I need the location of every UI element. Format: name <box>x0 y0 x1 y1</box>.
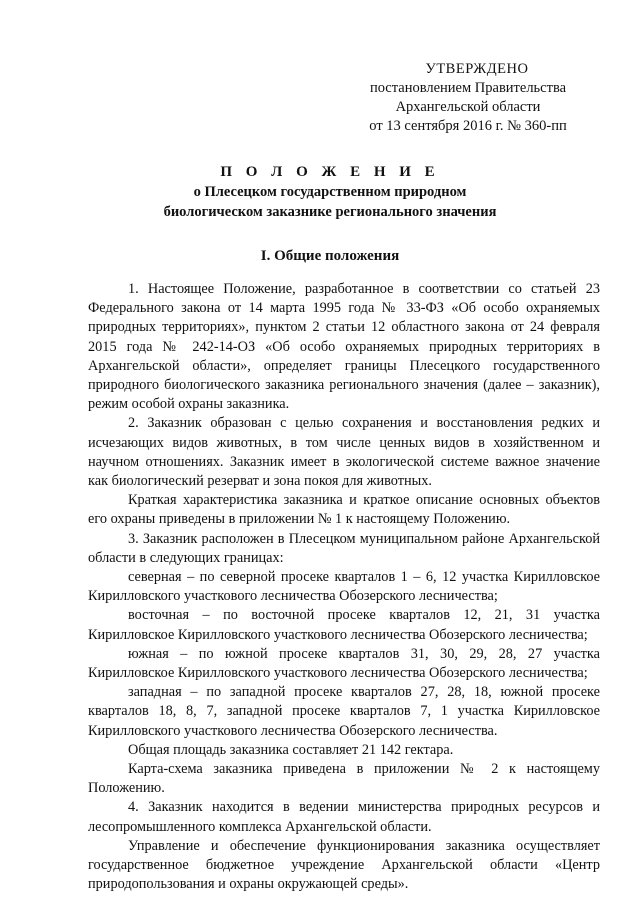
paragraph: 3. Заказник расположен в Плесецком муниципальном районе Архангельской области в следующих границах: <box>88 530 600 566</box>
document-title-block <box>60 162 600 222</box>
paragraph: 2. Заказник образован с целью сохранения и восстановления редких и исчезающих видов животных, в том числе ценных видов в хозяйственном и научном отношениях. Заказник имеет в экологической системе важное значение как биологический резерват и зона покоя для животных. <box>88 415 600 490</box>
approval-stamp <box>348 60 588 136</box>
section-heading: I. Общие положения <box>260 248 400 264</box>
paragraph: Карта-схема заказника приведена в приложении № 2 к настоящему Положению. <box>88 761 600 797</box>
paragraph: 4. Заказник находится в ведении министерства природных ресурсов и лесопромышленного комплекса Архангельской области. <box>88 799 600 835</box>
paragraph: северная – по северной просеке кварталов 1 – 6, 12 участка Кирилловское Кирилловского участкового лесничества Обозерского лесничества; <box>88 569 600 605</box>
approval-date: от 13 сентября 2016 г. № 360-пп <box>369 118 567 134</box>
paragraph: 1. Настоящее Положение, разработанное в соответствии со статьей 23 Федерального закона от 14 марта 1995 года № 33-ФЗ «Об особо охраняемых природных территориях», пунктом 2 статьи 12 областного закона от 24 февраля 2015 года № 242-14-ОЗ «Об особо охраняемых природных территориях в Архангельской области», определяет границы Плесецкого государственного природного биологического заказника регионального значения (далее – заказник), режим особой охраны заказника. <box>88 281 600 413</box>
document-subtitle: биологическом заказнике регионального значения <box>163 204 497 220</box>
paragraph: западная – по западной просеке кварталов 27, 28, 18, южной просеке кварталов 18, 8, 7, западной просеке кварталов 7, 1 участка Кирилловское Кирилловского участкового лесничества Обозерского лесничества. <box>88 684 600 739</box>
paragraph: Общая площадь заказника составляет 21 142 гектара. <box>128 741 454 758</box>
paragraph: Краткая характеристика заказника и краткое описание основных объектов его охраны приведены в приложении № 1 к настоящему Положению. <box>88 492 600 528</box>
approval-line: постановлением Правительства <box>369 80 567 96</box>
approval-line: Архангельской области <box>395 99 541 115</box>
document-title: П О Л О Ж Е Н И Е <box>220 164 440 180</box>
paragraph: Управление и обеспечение функционирования заказника осуществляет государственное бюджетное учреждение Архангельской области «Центр природопользования и охраны окружающей среды». <box>88 837 600 893</box>
approval-title: УТВЕРЖДЕНО <box>425 61 529 77</box>
paragraph: южная – по южной просеке кварталов 31, 30, 29, 28, 27 участка Кирилловское Кирилловского участкового лесничества Обозерского лесничества; <box>88 645 600 682</box>
document-subtitle: о Плесецком государственном природном <box>193 184 467 200</box>
section-body <box>88 280 600 895</box>
paragraph: восточная – по восточной просеке кварталов 12, 21, 31 участка Кирилловское Кирилловского участкового лесничества Обозерского лесничества; <box>88 607 600 643</box>
